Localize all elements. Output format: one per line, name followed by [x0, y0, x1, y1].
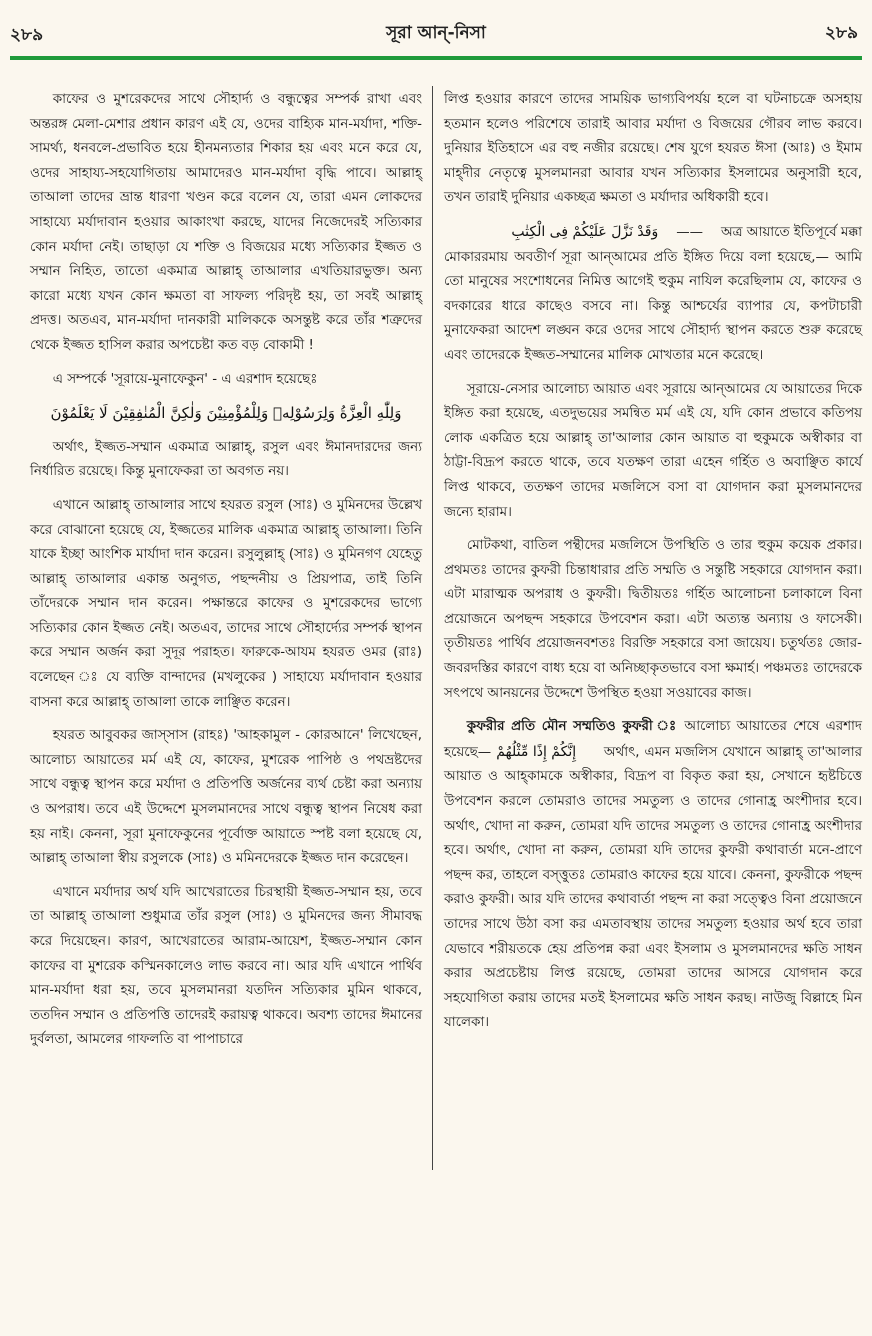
page-number-right: ২৮৯	[824, 23, 858, 43]
verse-dash: ——	[676, 224, 704, 240]
section-heading: কুফরীর প্রতি মৌন সম্মতিও কুফরী ঃ	[466, 719, 679, 735]
right-paragraph-4: মোটকথা, বাতিল পন্থীদের মজলিসে উপস্থিতি ও তার হুকুম কয়েক প্রকার। প্রথমতঃ তাদের কুফরী চিন্তাধারার প্রতি সম্মতি ও সন্তুষ্টি সহকারে যোগদান করা। এটা মারাত্মক অপরাধ ও কুফরী। দ্বিতীয়তঃ গর্হিত আলোচনা চলাকালে বিনা প্রয়োজনে অপছন্দ সহকারে উপবেশন করা। এটা অত্যন্ত অন্যায় ও ফাসেকী। তৃতীয়তঃ পার্থিব প্রয়োজনবশতঃ বিরক্তি সহকারে বসা জায়েয। চতুর্থতঃ জোর-জবরদস্তির কারণে বাধ্য হয়ে বা অনিচ্ছাকৃতভাবে বসা ক্ষমার্হ। পঞ্চমতঃ তাদেরকে সৎপথে আনয়নের উদ্দেশে উপস্থিত হওয়া সওয়াবের কাজ।	[444, 538, 862, 701]
right-paragraph-5	[444, 715, 862, 1036]
page-title: সূরা আন্-নিসা	[386, 23, 486, 43]
left-paragraph-5: হযরত আবুবকর জাস্সাস (রাহঃ) 'আহকামুল - কোরআনে' লিখেছেন, আলোচ্য আয়াতের মর্ম এই যে, কাফের, মুশরেক পাপিষ্ঠ ও পথভ্রষ্টদের সাথে বন্ধুত্ব স্থাপন করে মর্যাদা ও প্রতিপত্তি অর্জনের ব্যর্থ চেষ্টা করা অন্যায় ও অপরাধ। তবে এই উদ্দেশে মুসলমানদের সাথে বন্ধুত্ব স্থাপন নিষেধ করা হয় নাই। কেননা, সূরা মুনাফেকুনের পূর্বোক্ত আয়াতে স্পষ্ট বলা হয়েছে যে, আল্লাহ্ তাআলা স্বীয় রসুলকে (সাঃ) ও মমিনদেরকে ইজ্জত দান করেছেন।	[30, 728, 422, 867]
verse-lead-text: অত্র আয়াতে ইতিপূর্বে মক্কা	[721, 224, 862, 240]
right-paragraph-1: লিপ্ত হওয়ার কারণে তাদের সাময়িক ভাগ্যবিপর্যয় হলে বা ঘটনাচক্রে অসহায় হতমান হলেও পরিশেষে তারাই আবার মর্যাদা ও বিজয়ের গৌরব লাভ করবে। দুনিয়ার ইতিহাসে এর বহু নজীর রয়েছে। শেষ যুগে হযরত ঈসা (আঃ) ও ইমাম মাহ্দীর নেতৃত্বে মুসলমানরা আবার যখন সত্যিকার ইসলামের অনুসারী হবে, তখন তারাই দুনিয়ার একচ্ছত্র ক্ষমতা ও মর্যাদার অধিকারী হবে।	[444, 92, 862, 206]
arabic-phrase-inline: إِنَّكُمْ إِذًا مِّثْلُهُمْ	[496, 743, 577, 760]
right-column	[444, 88, 862, 1045]
left-paragraph-4: এখানে আল্লাহ্ তাআলার সাথে হযরত রসুল (সাঃ) ও মুমিনদের উল্লেখ করে বোঝানো হয়েছে যে, ইজ্জতের মালিক একমাত্র আল্লাহ্ তাআলা। তিনি যাকে ইচ্ছা আংশিক মার্যাদা দান করেন। রসুলুল্লাহ্ (সাঃ) ও মুমিনগণ যেহেতু আল্লাহ্ তাআলার একান্ত অনুগত, পছন্দনীয় ও প্রিয়পাত্র, তাই তিনি তাঁদেরকে সম্মান দান করেন। পক্ষান্তরে কাফের ও মুশরেকদের ভাগ্যে সত্যিকার কোন ইজ্জত নেই। অতএব, তাদের সাথে সৌহার্দ্যের সম্পর্ক স্থাপন করে সম্মান অর্জন করা সুদূর পরাহত। ফারুকে-আযম হযরত ওমর (রাঃ) বলেছেন ঃ যে ব্যক্তি বান্দাদের (মখলুকের ) সাহায্যে মর্যাদাবান হওয়ার বাসনা করে আল্লাহ্ তাআলা তাকে লাঞ্ছিত করেন।	[30, 497, 422, 710]
verse-reference-line	[444, 220, 862, 246]
right-paragraph-3: সূরায়ে-নেসার আলোচ্য আয়াত এবং সূরায়ে আন্আমের যে আয়াতের দিকে ইঙ্গিত করা হয়েছে, এতদুভয়ের সমন্বিত মর্ম এই যে, যদি কোন প্রভাবে কতিপয় লোক একত্রিত হয়ে আল্লাহ্ তা'আলার কোন আয়াত বা হুকুমকে অস্বীকার বা ঠাট্টা-বিদ্রূপ করতে থাকে, তবে যতক্ষণ তারা এহেন গর্হিত ও অবাঞ্ছিত কার্যে লিপ্ত থাকবে, ততক্ষণ তাদের মজলিসে বসা বা যোগদান করা মুসলমানদের জন্যে হারাম।	[444, 381, 862, 520]
section-body: অর্থাৎ, এমন মজলিস যেখানে আল্লাহ্ তা'আলার আয়াত ও আহ্কামকে অস্বীকার, বিদ্রূপ বা বিকৃত করা হয়, সেখানে হৃষ্টচিত্তে উপবেশন করলে তোমরাও তাদের সমতুল্য ও তাদের গোনাহ্র অংশীদার হবে। অর্থাৎ, খোদা না করুন, তোমরা যদি তাদের সমতুল্য ও তাদের গোনাহ্র অংশীদার হবে। অর্থাৎ, খোদা না করুন, তোমরা যদি তাদের কুফরী কথাবার্তা মনে-প্রাণে পছন্দ কর, তাহলে বস্ত্তুতঃ তোমরাও কাফের হয়ে যাবে। কেননা, কুফরীকে পছন্দ করাও কুফরী। আর যদি তাদের কথাবার্তা পছন্দ না করা সত্ত্বেও বিনা প্রয়োজনে তাদের সাথে উঠা বসা কর এমতাবস্থায় তাদের সমতুল্য হওয়ার অর্থ হবে তারা যেভাবে শরীয়তকে হেয় প্রতিপন্ন করা এবং ইসলাম ও মুসলমানদের ক্ষতি সাধন করার অপ্রচেষ্টায় লিপ্ত রয়েছে, তোমরা তাদের আসরে যোগদান করে সহযোগিতা করায় তাদের মতই ইসলামের ক্ষতি সাধন করছ। নাউজু বিল্লাহে মিন যালেকা।	[444, 744, 862, 1031]
left-paragraph-2: এ সম্পর্কে 'সূরায়ে-মুনাফেকুন' - এ এরশাদ হয়েছেঃ	[52, 371, 318, 387]
column-divider	[432, 86, 433, 1170]
arabic-verse-inline: وَقَدْ نَزَّلَ عَلَيْكُمْ فِى الْكِتٰبِ	[511, 223, 659, 240]
section-heading-rest: আলোচ্য আয়াতের শেষে	[684, 719, 820, 735]
page-number-left: ২৮৯	[10, 25, 44, 45]
section-lead: এরশাদ হয়েছে—	[444, 719, 862, 760]
left-column	[30, 88, 422, 1062]
right-paragraph-2: মোকাররমায় অবতীর্ণ সূরা আন্আমের প্রতি ইঙ্গিত দিয়ে বলা হয়েছে,— আমি তো মানুষের সংশোধনের নিমিত্ত আগেই হুকুম নাযিল করেছিলাম যে, কাফের ও বদকারের ধারে কাছেও বসবে না। কিন্তু আশ্চর্যের ব্যাপার যে, কপটাচারী মুনাফেকরা আদেশ লঙ্ঘন করে ওদের সাথে সৌহার্দ্য স্থাপন করতে শুরু করেছে এবং তাদেরকে ইজ্জত-সম্মানের মালিক মোখতার মনে করেছে।	[444, 249, 862, 363]
left-paragraph-1: কাফের ও মুশরেকদের সাথে সৌহার্দ্য ও বন্ধুত্বের সম্পর্ক রাখা এবং অন্তরঙ্গ মেলা-মেশার প্রধান কারণ এই যে, ওদের বাহ্যিক মান-মর্যাদা, শক্তি-সামর্থ্য, ধনবলে-প্রভাবিত হয়ে হীনমন্যতার শিকার হয় এবং মনে করে যে, ওদের সাহায্য-সহযোগিতায় আমাদেরও মান-মর্যাদা বৃদ্ধি পাবে। আল্লাহ্ তাআলা তাদের ভ্রান্ত ধারণা খণ্ডন করে বলেন যে, তারা এমন লোকদের সাহায্যে মর্যাদাবান হওয়ার আকাংখা করছে, যাদের নিজেদেরই সত্যিকার কোন মর্যাদা নেই। তাছাড়া যে শক্তি ও বিজয়ের মধ্যে সত্যিকার ইজ্জত ও সম্মান নিহিত, তাতো একমাত্র আল্লাহ্ তাআলার এখতিয়ারভুক্ত। অন্য কারো মধ্যে যখন কোন ক্ষমতা বা সাফল্য পরিদৃষ্ট হয়, তা সবই আল্লাহ্ প্রদত্ত। অতএব, মান-মর্যাদা দানকারী মালিককে অসন্তুষ্ট করে তাঁর শত্রুদের থেকে ইজ্জত হাসিল করার অপচেষ্টা কত বড় বোকামী !	[30, 92, 422, 353]
left-paragraph-3: অর্থাৎ, ইজ্জত-সম্মান একমাত্র আল্লাহ্, রসুল এবং ঈমানদারদের জন্য নির্ধারিত রয়েছে। কিন্তু মুনাফেকরা তা অবগত নয়।	[30, 439, 422, 480]
left-paragraph-6: এখানে মর্যাদার অর্থ যদি আখেরাতের চিরস্থায়ী ইজ্জত-সম্মান হয়, তবে তা আল্লাহ্ তাআলা শুধুমাত্র তাঁর রসুল (সাঃ) ও মুমিনদের জন্য সীমাবদ্ধ করে দিয়েছেন। কারণ, আখেরাতের আরাম-আয়েশ, ইজ্জত-সম্মান কোন কাফের বা মুশরেক কস্মিনকালেও লাভ করবে না। আর যদি এখানে পার্থিব মান-মর্যাদা ধরা হয়, তবে মুসলমানরা যতদিন সত্যিকার মুমিন থাকবে, ততদিন সম্মান ও প্রতিপত্তি তাদেরই করায়ত্ব থাকবে। অবশ্য তাদের ঈমানের দুর্বলতা, আমলের গাফলতি বা পাপাচারে	[30, 884, 422, 1048]
header-rule	[10, 56, 862, 60]
arabic-verse-munafiqun: وَلِلّٰهِ الْعِزَّةُ وَلِرَسُوْلِهٖ وَلِلْمُؤْمِنِيْنَ وَلٰكِنَّ الْمُنٰفِقِيْنَ لَا يَعْلَمُوْنَ	[50, 404, 402, 423]
page-header	[10, 14, 862, 48]
